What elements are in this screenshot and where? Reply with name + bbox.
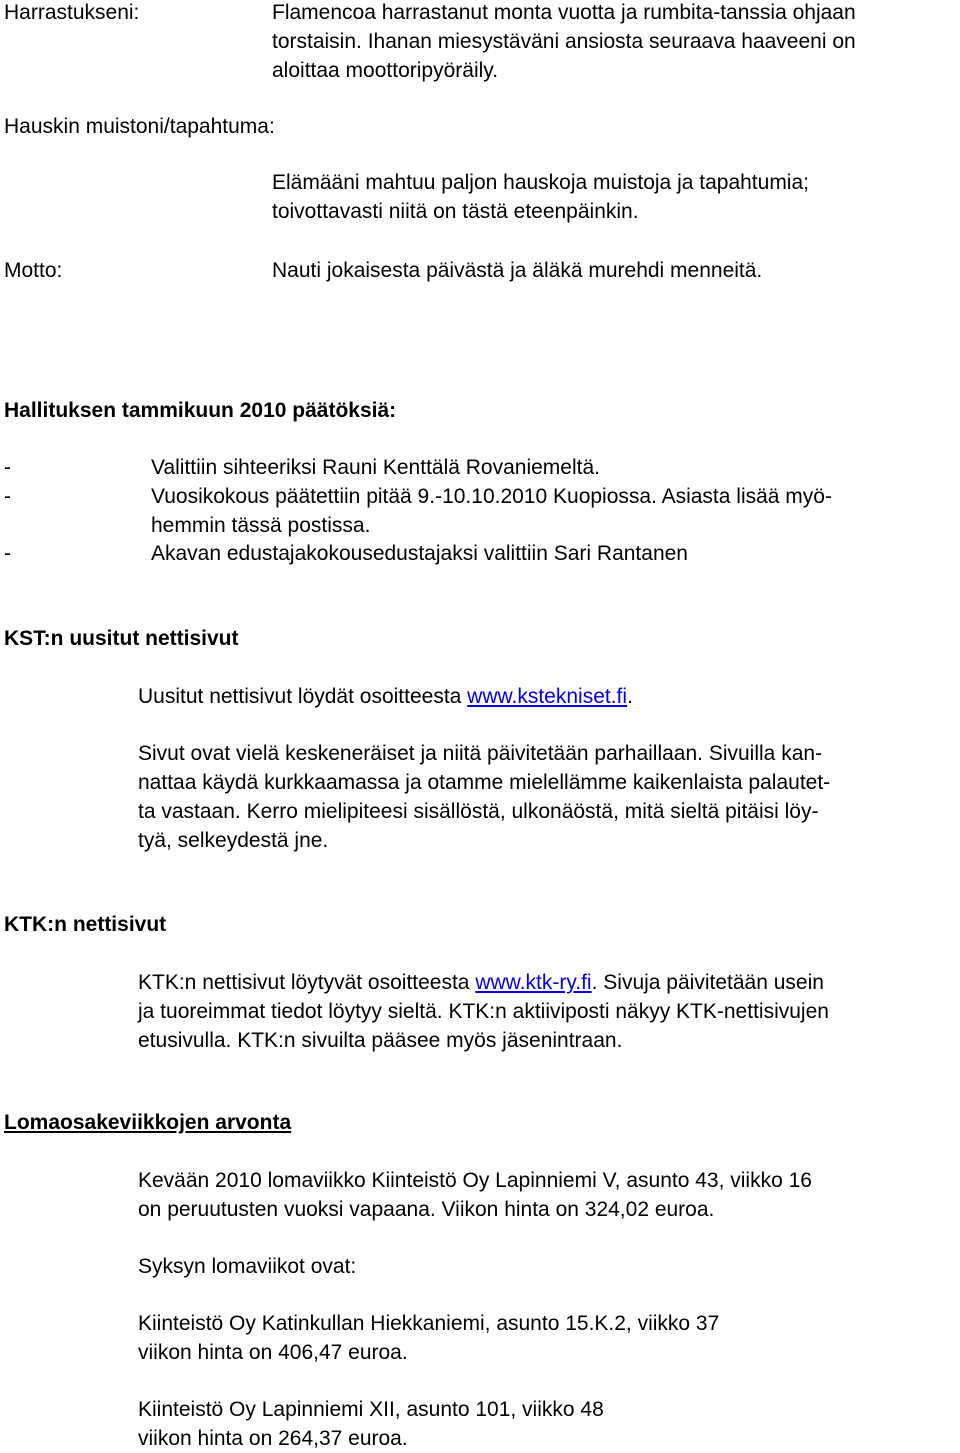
hobbies-line: torstaisin. Ihanan miesystäväni ansiosta seuraava haaveeni on <box>272 30 856 53</box>
ktk-line1-text: KTK:n nettisivut löytyvät osoitteesta <box>138 971 476 994</box>
kst-body-line: nattaa käydä kurkkaamassa ja otamme mielellämme kaikenlaista palautet- <box>138 771 831 794</box>
kst-intro <box>138 682 633 711</box>
bullet-dash: - <box>4 542 11 565</box>
hobbies-text <box>272 0 856 85</box>
ktk-heading: KTK:n nettisivut <box>4 913 167 936</box>
lottery-week-1 <box>138 1309 719 1367</box>
lottery-spring-line: Kevään 2010 lomaviikko Kiinteistö Oy Lapinniemi V, asunto 43, viikko 16 <box>138 1169 812 1192</box>
ktk-website-link[interactable]: www.ktk-ry.fi <box>475 971 592 994</box>
ktk-body-line: etusivulla. KTK:n sivuilta pääsee myös jäsenintraan. <box>138 1029 623 1052</box>
lottery-spring-line: on peruutusten vuoksi vapaana. Viikon hinta on 324,02 euroa. <box>138 1198 715 1221</box>
ktk-line1-rest: . Sivuja päivitetään usein <box>591 971 824 994</box>
board-item-3: Akavan edustajakokousedustajaksi valittiin Sari Rantanen <box>151 542 688 565</box>
memory-label: Hauskin muistoni/tapahtuma: <box>4 115 275 138</box>
bullet-dash: - <box>4 485 11 508</box>
hobbies-label: Harrastukseni: <box>4 1 140 24</box>
kst-website-link[interactable]: www.kstekniset.fi <box>467 685 628 708</box>
bullet-dash: - <box>4 456 11 479</box>
kst-body-line: ta vastaan. Kerro mielipiteesi sisällöstä, ulkonäöstä, mitä sieltä pitäisi löy- <box>138 800 819 823</box>
lottery-week-2-line: viikon hinta on 264,37 euroa. <box>138 1427 408 1450</box>
kst-body-line: Sivut ovat vielä keskeneräiset ja niitä päivitetään parhaillaan. Sivuilla kan- <box>138 742 823 765</box>
board-heading: Hallituksen tammikuun 2010 päätöksiä: <box>4 399 397 422</box>
memory-text <box>272 168 809 226</box>
kst-intro-text: Uusitut nettisivut löydät osoitteesta <box>138 685 468 708</box>
board-item-2-line: hemmin tässä postissa. <box>151 514 371 537</box>
ktk-body-line <box>138 968 829 997</box>
board-item-2 <box>151 482 832 540</box>
board-item-1: Valittiin sihteeriksi Rauni Kenttälä Rovaniemeltä. <box>151 456 600 479</box>
ktk-body <box>138 968 829 1055</box>
hobbies-line: Flamencoa harrastanut monta vuotta ja rumbita-tanssia ohjaan <box>272 1 856 24</box>
hobbies-line: aloittaa moottoripyöräily. <box>272 59 499 82</box>
lottery-week-1-line: viikon hinta on 406,47 euroa. <box>138 1341 408 1364</box>
kst-heading: KST:n uusitut nettisivut <box>4 627 239 650</box>
motto-text: Nauti jokaisesta päivästä ja äläkä murehdi menneitä. <box>272 259 763 282</box>
lottery-spring <box>138 1166 812 1224</box>
motto-label: Motto: <box>4 259 63 282</box>
lottery-week-1-line: Kiinteistö Oy Katinkullan Hiekkaniemi, asunto 15.K.2, viikko 37 <box>138 1312 720 1335</box>
memory-line: Elämääni mahtuu paljon hauskoja muistoja ja tapahtumia; <box>272 171 809 194</box>
kst-intro-period: . <box>627 685 633 708</box>
kst-body <box>138 739 830 855</box>
lottery-week-2-line: Kiinteistö Oy Lapinniemi XII, asunto 101, viikko 48 <box>138 1398 604 1421</box>
lottery-week-2 <box>138 1395 604 1453</box>
ktk-body-line: ja tuoreimmat tiedot löytyy sieltä. KTK:n aktiiviposti näkyy KTK-nettisivujen <box>138 1000 829 1023</box>
kst-body-line: tyä, selkeydestä jne. <box>138 829 329 852</box>
lottery-autumn-label: Syksyn lomaviikot ovat: <box>138 1255 357 1278</box>
memory-line: toivottavasti niitä on tästä eteenpäinkin. <box>272 200 639 223</box>
board-item-2-line: Vuosikokous päätettiin pitää 9.-10.10.2010 Kuopiossa. Asiasta lisää myö- <box>151 485 832 508</box>
lottery-heading: Lomaosakeviikkojen arvonta <box>4 1111 292 1134</box>
